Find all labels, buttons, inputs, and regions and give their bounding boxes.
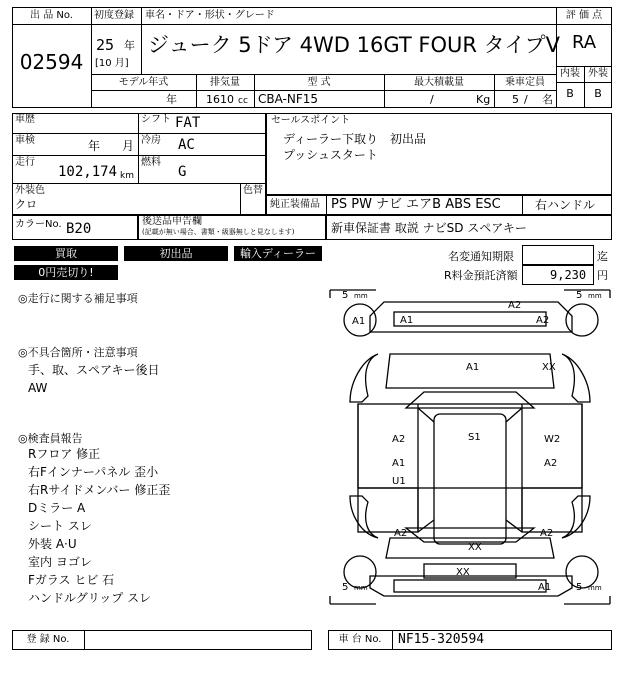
fuel-label: 燃料	[141, 157, 161, 168]
capacity-sep: /	[524, 93, 528, 106]
inspector-line: 右Rサイドメンバー 修正歪	[28, 483, 171, 497]
defects-title: ◎不具合箇所・注意事項	[18, 346, 138, 359]
damage-mark: XX	[468, 542, 482, 553]
damage-mark: XX	[542, 362, 556, 373]
damage-mark: A2	[394, 528, 408, 539]
car-damage-diagram	[328, 288, 612, 606]
warranty-docs: 新車保証書 取説 ナビSD スペアキー	[331, 221, 527, 235]
sales-point-1: ディーラー下取り 初出品	[283, 132, 427, 146]
damage-mark: A2	[508, 300, 522, 311]
model-type-label: 型 式	[307, 77, 331, 88]
tire-label: 5	[342, 290, 349, 301]
damage-mark: A2	[392, 434, 406, 445]
color-no-label: カラーNo.	[15, 219, 62, 230]
inspector-line: Dミラー A	[28, 501, 86, 515]
inspector-line: シート スレ	[28, 519, 92, 533]
shift-value: FAT	[175, 115, 201, 131]
zero-yen-tag: 0円売切り!	[14, 265, 118, 280]
name-change-label: 名変通知期限	[448, 250, 514, 263]
inspector-line: ハンドルグリップ スレ	[28, 591, 152, 605]
max-load-value: /	[430, 93, 434, 106]
steering-side: 右ハンドル	[535, 198, 596, 212]
registration-no-label: 登 録 No.	[26, 634, 70, 645]
damage-mark: A1	[466, 362, 480, 373]
shift-label: シフト	[141, 114, 171, 125]
first-registration-month: [10 月]	[95, 58, 129, 69]
tire-unit: mm	[588, 584, 602, 592]
inspector-title: ◎検査員報告	[18, 432, 83, 445]
damage-mark: A1	[538, 582, 552, 593]
mileage-label: 走行	[15, 157, 35, 168]
history-label: 車歴	[15, 114, 35, 125]
inspection-month: 月	[122, 139, 135, 153]
exterior-color-label: 外装色	[15, 185, 45, 196]
tire-unit: mm	[354, 584, 368, 592]
color-no-value: B20	[66, 221, 92, 237]
color-change-label: 色替	[243, 185, 263, 196]
docs-note: (記載が無い場合、書類・級器無しと見なします)	[142, 228, 295, 236]
docs-label: 後送品申告欄	[142, 216, 202, 227]
displacement-label: 排気量	[210, 77, 240, 88]
displacement-unit: cc	[238, 96, 248, 106]
name-change-box	[522, 245, 594, 265]
interior-grade: B	[566, 87, 574, 100]
model-year-unit: 年	[166, 93, 177, 106]
max-load-label: 最大積載量	[414, 77, 464, 88]
damage-mark: A1	[352, 316, 366, 327]
year-unit: 年	[124, 39, 135, 52]
lot-label: 出 品 No.	[30, 10, 73, 21]
mileage-value: 102,174	[58, 164, 118, 180]
recycle-label: R料金預託済額	[444, 269, 518, 282]
displacement-value: 1610	[206, 93, 234, 106]
model-year-label: モデル年式	[118, 77, 169, 88]
inspector-line: 外装 A·U	[28, 537, 77, 551]
interior-label: 内装	[560, 68, 580, 79]
front-right-wheel	[566, 304, 598, 336]
driving-notes-title: ◎走行に関する補足事項	[18, 292, 138, 305]
exterior-color-value: クロ	[15, 198, 37, 211]
inspector-line: 右Fインナーパネル 歪小	[28, 465, 159, 479]
sales-point-label: セールスポイント	[271, 115, 351, 126]
inspector-line: Fガラス ヒビ 石	[28, 573, 115, 587]
import-dealer-tag: 輸入ディーラー	[234, 246, 322, 261]
ac-value: AC	[178, 137, 195, 153]
equipment-label: 純正装備品	[270, 199, 320, 210]
capacity-unit: 名	[542, 93, 553, 106]
exterior-label: 外装	[588, 68, 608, 79]
chassis-no-value: NF15-320594	[398, 632, 485, 647]
car-description-label: 車名・ドア・形状・グレード	[145, 10, 275, 21]
name-change-unit: 迄	[597, 250, 608, 263]
recycle-unit: 円	[597, 269, 608, 282]
first-registration-label: 初度登録	[94, 10, 134, 21]
tire-label: 5	[576, 290, 583, 301]
fuel-value: G	[178, 164, 187, 180]
overall-rating: RA	[571, 32, 597, 53]
tire-label: 5	[342, 582, 349, 593]
capacity-value: 5	[512, 93, 519, 106]
max-load-unit: Kg	[476, 93, 491, 106]
tire-unit: mm	[588, 292, 602, 300]
inspection-label: 車検	[15, 135, 35, 146]
capacity-label: 乗車定員	[505, 77, 545, 88]
info-left-box	[12, 113, 266, 215]
damage-mark: A2	[544, 458, 558, 469]
tire-unit: mm	[354, 292, 368, 300]
first-registration-year: 25	[96, 36, 115, 54]
chassis-no-label: 車 台 No.	[338, 634, 382, 645]
defect-line: AW	[28, 381, 48, 395]
inspection-year: 年	[88, 139, 101, 153]
damage-mark: A1	[392, 458, 406, 469]
ac-label: 冷房	[141, 135, 161, 146]
damage-mark: A2	[540, 528, 554, 539]
defect-line: 手、取、スペアキー後日	[28, 363, 160, 377]
lot-number: 02594	[19, 50, 84, 74]
model-type-value: CBA-NF15	[258, 92, 319, 106]
car-name: ジューク 5ドア 4WD 16GT FOUR タイプV	[148, 33, 560, 57]
exterior-grade: B	[594, 87, 602, 100]
inspector-line: 室内 ヨゴレ	[28, 555, 92, 569]
damage-mark: A1	[400, 315, 414, 326]
damage-mark: XX	[456, 567, 470, 578]
first-listing-tag: 初出品	[124, 246, 228, 261]
rating-label: 評 価 点	[565, 10, 603, 21]
damage-mark: A2	[536, 315, 550, 326]
damage-mark: S1	[468, 432, 481, 443]
buy-tag: 買取	[14, 246, 118, 261]
mileage-unit: km	[120, 171, 134, 181]
recycle-value: 9,230	[550, 268, 587, 282]
inspector-line: Rフロア 修正	[28, 447, 101, 461]
damage-mark: W2	[544, 434, 561, 445]
damage-mark: U1	[392, 476, 406, 487]
equipment-value: PS PW ナビ エアB ABS ESC	[331, 197, 501, 212]
tire-label: 5	[576, 582, 583, 593]
sales-point-2: プッシュスタート	[283, 148, 378, 162]
